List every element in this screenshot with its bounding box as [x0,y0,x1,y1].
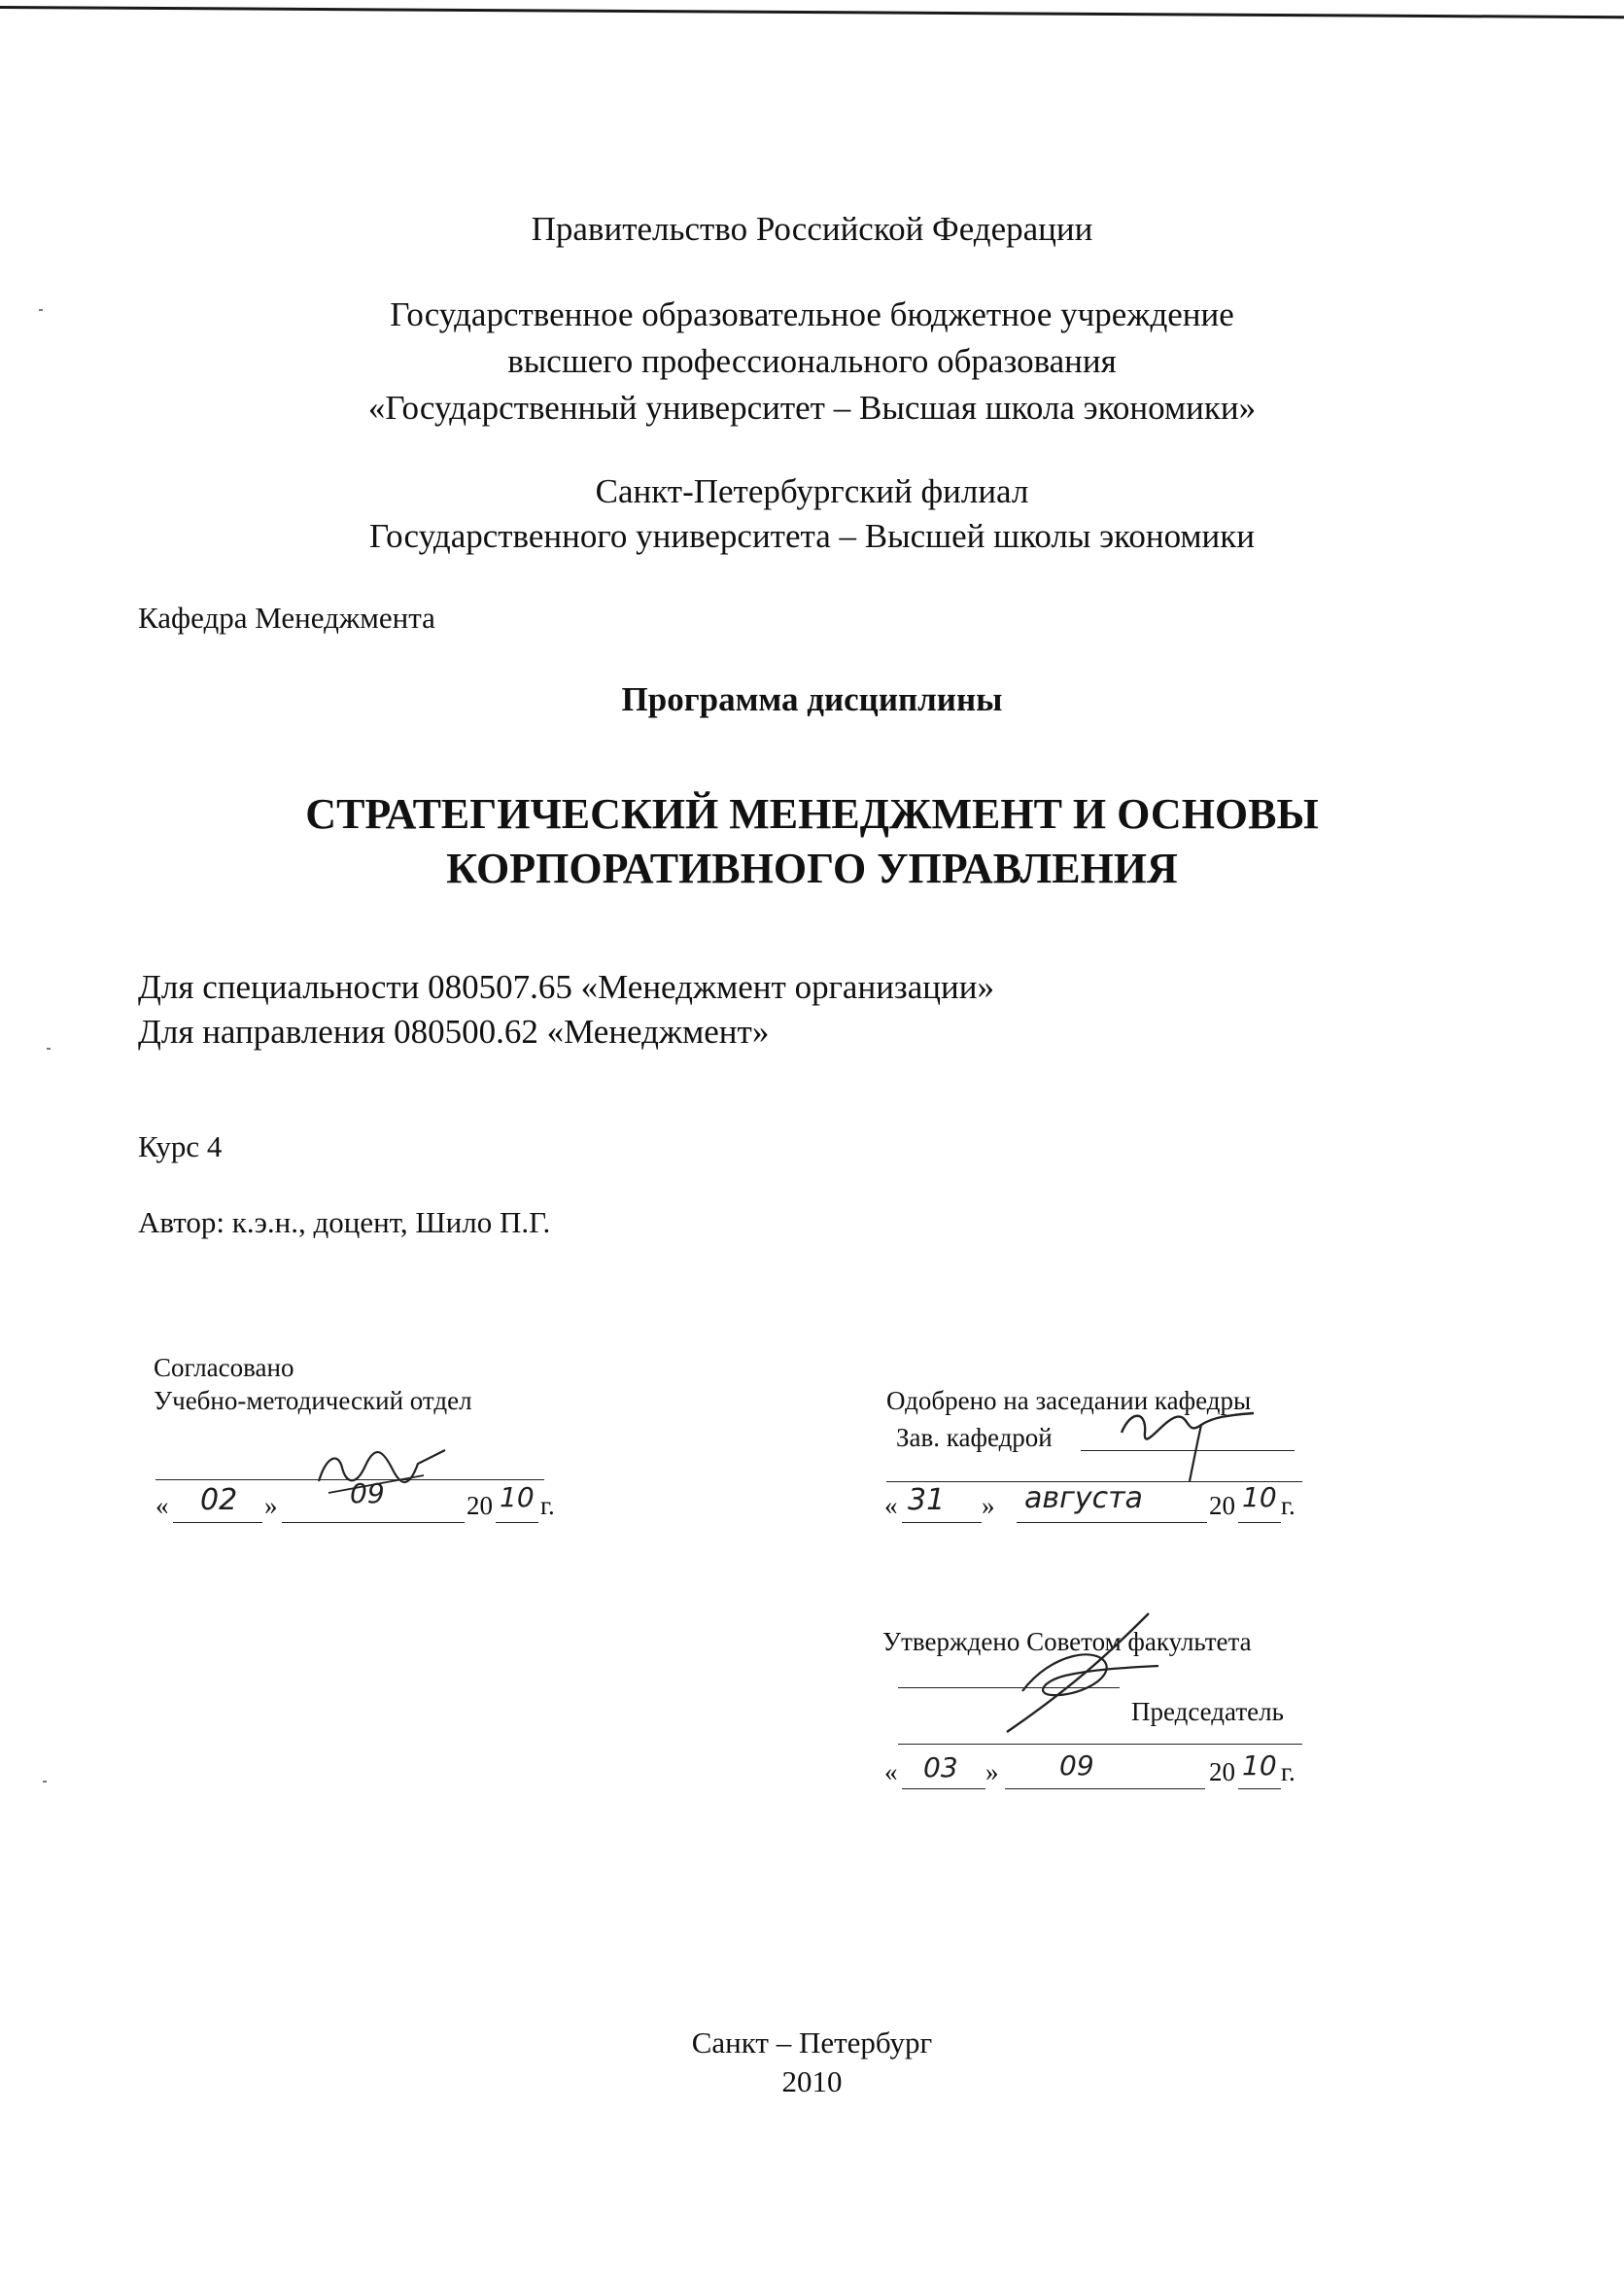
handwritten-day: 02 [200,1483,238,1517]
handwritten-year: 10 [1242,1481,1277,1513]
date-year-suffix: г. [1281,1491,1296,1520]
date-year-suffix: г. [1281,1757,1296,1786]
handwritten-signature [1108,1403,1263,1487]
approval-council-line-1: Утверждено Советом факультета [882,1627,1252,1656]
date-close-quote: » [985,1757,999,1786]
date-year-line [1238,1788,1281,1789]
government-name: Правительство Российской Федерации [531,210,1093,248]
approval-department-line-1: Одобрено на заседании кафедры [886,1386,1252,1415]
handwritten-year: 10 [1242,1749,1277,1782]
specialty-line: Для специальности 080507.65 «Менеджмент организации» [138,968,994,1006]
branch-line-1: Санкт-Петербургский филиал [595,472,1029,510]
direction-line: Для направления 080500.62 «Менеджмент» [138,1013,770,1051]
approval-left-line-1: Согласовано [154,1353,294,1382]
author-line: Автор: к.э.н., доцент, Шило П.Г. [138,1205,551,1239]
department-label: Кафедра Менеджмента [138,601,435,635]
head-of-department-label: Зав. кафедрой [896,1423,1053,1452]
scan-top-edge [0,6,1624,18]
course-year: Курс 4 [138,1129,223,1163]
handwritten-year: 10 [500,1481,535,1513]
footer-city: Санкт – Петербург [691,2025,933,2060]
scan-speck [43,1781,47,1783]
date-year-suffix: г. [540,1491,555,1520]
date-century: 20 [466,1491,493,1520]
date-open-quote: « [155,1491,169,1520]
handwritten-month: 09 [1059,1749,1094,1782]
date-day-line [902,1522,982,1523]
institution-line-1: Государственное образовательное бюджетное учреждение [390,295,1234,333]
date-month-line [1017,1522,1207,1523]
handwritten-month: 09 [350,1477,385,1509]
footer-year: 2010 [781,2064,843,2098]
scan-speck [47,1048,51,1050]
handwritten-day: 03 [923,1751,958,1783]
program-label: Программа дисциплины [621,680,1003,718]
branch-line-2: Государственного университета – Высшей школы экономики [368,517,1256,555]
date-year-line [496,1522,538,1523]
institution-line-2: высшего профессионального образования [507,342,1117,380]
date-century: 20 [1209,1491,1235,1520]
date-month-line [282,1522,465,1523]
date-year-line [1238,1522,1281,1523]
course-title-line-1: СТРАТЕГИЧЕСКИЙ МЕНЕДЖМЕНТ И ОСНОВЫ [305,790,1319,838]
date-month-line [1005,1788,1205,1789]
date-open-quote: « [884,1491,898,1520]
date-open-quote: « [884,1757,898,1786]
date-century: 20 [1209,1757,1235,1786]
course-title-line-2: КОРПОРАТИВНОГО УПРАВЛЕНИЯ [446,845,1178,892]
date-day-line [902,1788,985,1789]
handwritten-month: августа [1024,1481,1143,1515]
handwritten-day: 31 [908,1483,946,1517]
date-day-line [173,1522,262,1523]
date-close-quote: » [982,1491,995,1520]
approval-left-line-2: Учебно-методический отдел [154,1386,472,1415]
chair-label: Председатель [1131,1697,1284,1726]
signature-line [898,1744,1302,1745]
date-close-quote: » [264,1491,278,1520]
institution-line-3: «Государственный университет – Высшая школа экономики» [367,389,1257,427]
